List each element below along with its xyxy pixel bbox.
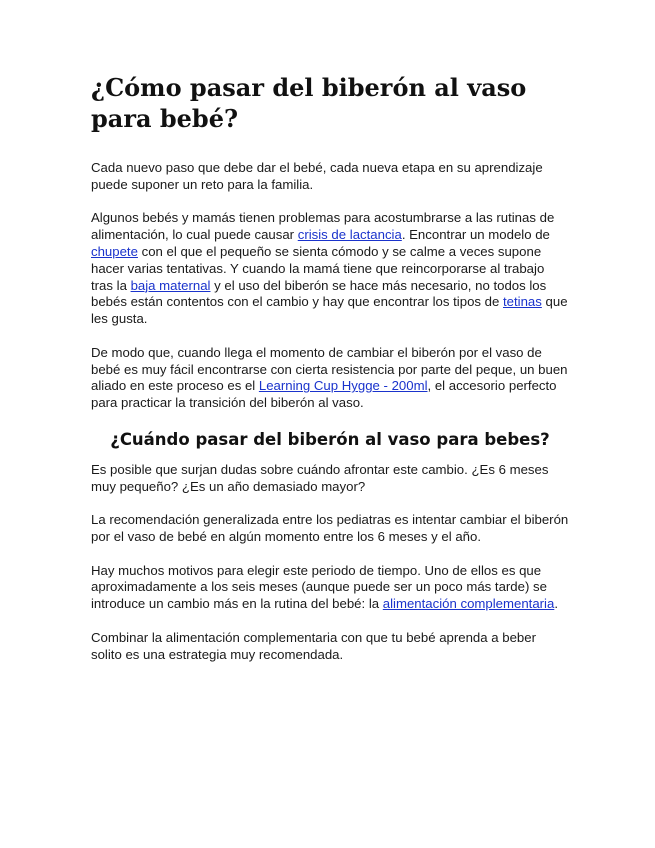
text-segment: Hay muchos motivos para elegir este periodo de tiempo. Uno de ellos es que aproximadamente a los seis meses (aunque puede ser un poco más tarde) se introduce un cambio más en la rutina del bebé: la bbox=[91, 562, 547, 612]
link-crisis-de-lactancia[interactable]: crisis de lactancia bbox=[297, 227, 402, 243]
link-alimentacion-complementaria[interactable]: alimentación complementaria bbox=[382, 596, 555, 612]
intro-paragraph: Cada nuevo paso que debe dar el bebé, cada nueva etapa en su aprendizaje puede suponer un reto para la familia. bbox=[91, 160, 543, 192]
learning-cup-paragraph bbox=[91, 345, 569, 412]
section-heading: ¿Cuándo pasar del biberón al vaso para bebes? bbox=[110, 429, 550, 449]
doubts-paragraph: Es posible que surjan dudas sobre cuándo afrontar este cambio. ¿Es 6 meses muy pequeño? ¿Es un año demasiado mayor? bbox=[91, 461, 549, 494]
link-chupete[interactable]: chupete bbox=[91, 243, 138, 259]
link-learning-cup[interactable]: Learning Cup Hygge - 200ml bbox=[258, 378, 428, 394]
text-segment: . Encontrar un modelo de bbox=[401, 227, 550, 243]
strategy-paragraph: Combinar la alimentación complementaria con que tu bebé aprenda a beber solito es una estrategia muy recomendada. bbox=[91, 629, 536, 662]
recommendation-paragraph: La recomendación generalizada entre los pediatras es intentar cambiar el biberón por el vaso de bebé en algún momento entre los 6 meses y el año. bbox=[91, 512, 569, 544]
text-segment: y el uso del biberón se hace más necesario, no todos los bebés están contentos con el cambio y hay que encontrar los tipos de bbox=[91, 277, 547, 310]
page-title: ¿Cómo pasar del biberón al vaso para bebé? bbox=[91, 73, 527, 133]
link-tetinas[interactable]: tetinas bbox=[503, 294, 542, 310]
article bbox=[91, 72, 569, 680]
feeding-routines-paragraph bbox=[91, 210, 569, 328]
text-segment: , el accesorio perfecto para practicar la transición del biberón al vaso. bbox=[91, 378, 557, 411]
text-segment: que les gusta. bbox=[91, 294, 568, 327]
text-segment: . bbox=[554, 596, 558, 612]
text-segment: con el que el pequeño se sienta cómodo y se calme a veces supone hacer varias tentativas. Y cuando la mamá tiene que reincorporarse al trabajo tras la bbox=[91, 243, 545, 293]
reasons-paragraph bbox=[91, 563, 569, 613]
text-segment: Algunos bebés y mamás tienen problemas para acostumbrarse a las rutinas de alimentación, lo cual puede causar bbox=[91, 210, 555, 243]
text-segment: De modo que, cuando llega el momento de cambiar el biberón por el vaso de bebé es muy fácil encontrarse con cierta resistencia por parte del peque, un buen aliado en este proceso es el bbox=[91, 344, 568, 394]
link-baja-maternal[interactable]: baja maternal bbox=[130, 277, 211, 293]
